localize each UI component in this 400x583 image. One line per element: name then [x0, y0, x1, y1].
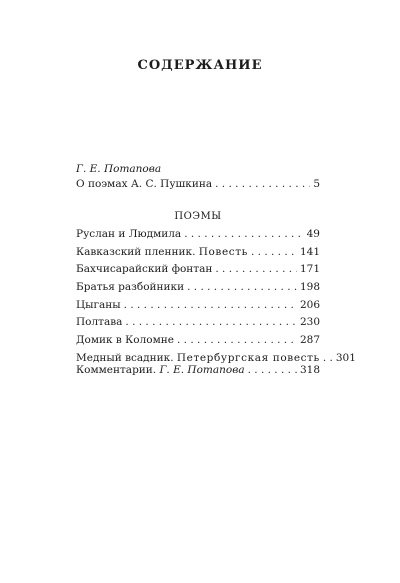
toc-entry-label: Кавказский пленник. Повесть — [76, 245, 248, 258]
toc-entry-label: Руслан и Людмила — [76, 228, 182, 240]
toc-entry-tsygany[interactable] — [76, 297, 320, 315]
section-heading: ПОЭМЫ — [174, 211, 222, 222]
intro-block — [76, 162, 320, 194]
leader-dots — [251, 244, 297, 262]
toc-entry-domik[interactable] — [76, 332, 320, 350]
toc-entry-kavkazsky[interactable] — [76, 244, 320, 262]
toc-entry-label: Комментарии. Г. Е. Потапова — [76, 364, 245, 376]
toc-entry-page: 318 — [299, 364, 320, 376]
leader-dots — [215, 261, 297, 279]
page-title: СОДЕРЖАНИЕ — [137, 58, 263, 73]
toc-entry-page: 198 — [299, 281, 320, 294]
leader-dots — [323, 350, 333, 368]
toc-entry-page: 301 — [335, 351, 356, 364]
toc-entry-label: О поэмах А. С. Пушкина — [76, 178, 213, 190]
toc-entry-page: 230 — [299, 316, 320, 329]
toc-entry-subtitle: Петербургская повесть — [176, 351, 320, 364]
toc-entry-page: 5 — [313, 178, 320, 190]
leader-dots — [177, 332, 297, 350]
commentary-author: Г. Е. Потапова — [159, 364, 245, 376]
poems-section — [76, 210, 356, 368]
toc-entry-intro[interactable] — [76, 176, 320, 194]
toc-entry-poltava[interactable] — [76, 314, 320, 332]
toc-entry-label: Домик в Коломне — [76, 334, 174, 347]
toc-entry-label: Полтава — [76, 316, 123, 329]
leader-dots — [125, 314, 297, 332]
toc-entry-label: Бахчисарайский фонтан — [76, 263, 213, 276]
toc-entry-page: 141 — [299, 245, 320, 258]
toc-entry-bratya[interactable] — [76, 279, 320, 297]
toc-entry-label: Медный всадник. Петербургская повесть — [76, 351, 320, 364]
intro-author: Г. Е. Потапова — [76, 163, 162, 175]
leader-dots — [184, 226, 303, 244]
leader-dots — [215, 176, 310, 194]
toc-entry-subtitle: Повесть — [198, 245, 248, 258]
toc-entry-page: 171 — [299, 263, 320, 276]
toc-entry-page: 287 — [299, 334, 320, 347]
toc-entry-page: 206 — [299, 298, 320, 311]
toc-entry-bakhchisaray[interactable] — [76, 261, 320, 279]
toc-entry-label: Братья разбойники — [76, 281, 185, 294]
leader-dots — [187, 279, 297, 297]
leader-dots — [248, 362, 297, 380]
leader-dots — [124, 297, 297, 315]
toc-entry-commentary[interactable] — [76, 362, 320, 380]
toc-entry-page: 49 — [306, 228, 320, 240]
toc-entry-label: Цыганы — [76, 298, 121, 311]
toc-entry-ruslan[interactable] — [76, 226, 320, 244]
commentary-block — [76, 362, 320, 380]
